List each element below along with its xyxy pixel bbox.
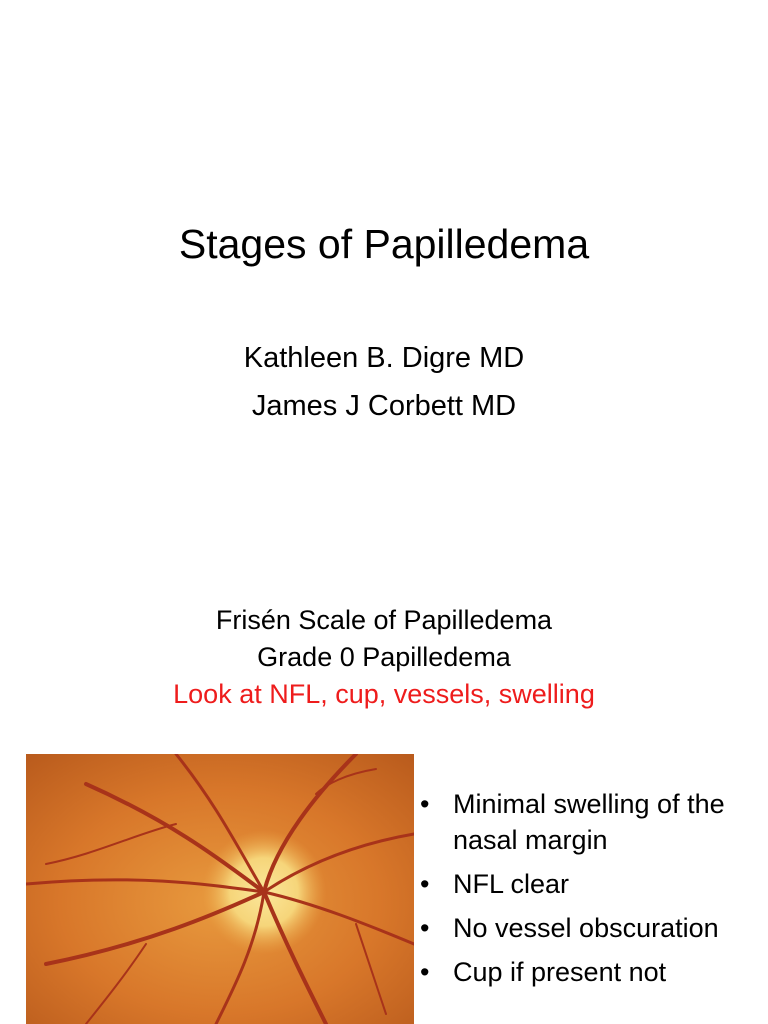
heading-grade: Grade 0 Papilledema — [257, 642, 511, 672]
bullet-icon: • — [420, 869, 430, 899]
bullet-icon: • — [420, 957, 430, 987]
authors-block — [0, 334, 768, 430]
heading-scale: Frisén Scale of Papilledema — [215, 605, 553, 635]
bullet-icon: • — [420, 789, 430, 819]
author-name: Kathleen B. Digre MD — [243, 342, 525, 374]
fundus-photograph — [26, 754, 414, 1024]
list-item: • No vessel obscuration — [420, 910, 760, 946]
list-item: • Minimal swelling of the nasal margin — [420, 786, 760, 858]
heading-instruction: Look at NFL, cup, vessels, swelling — [173, 679, 595, 709]
findings-list — [420, 786, 760, 998]
slide-heading — [0, 602, 768, 713]
author-name: James J Corbett MD — [251, 390, 517, 422]
grade-0-slide — [0, 576, 768, 1024]
slide-title: Stages of Papilledema — [178, 221, 590, 267]
list-item: • Cup if present not — [420, 954, 760, 990]
bullet-icon: • — [420, 913, 430, 943]
list-item: • NFL clear — [420, 866, 760, 902]
